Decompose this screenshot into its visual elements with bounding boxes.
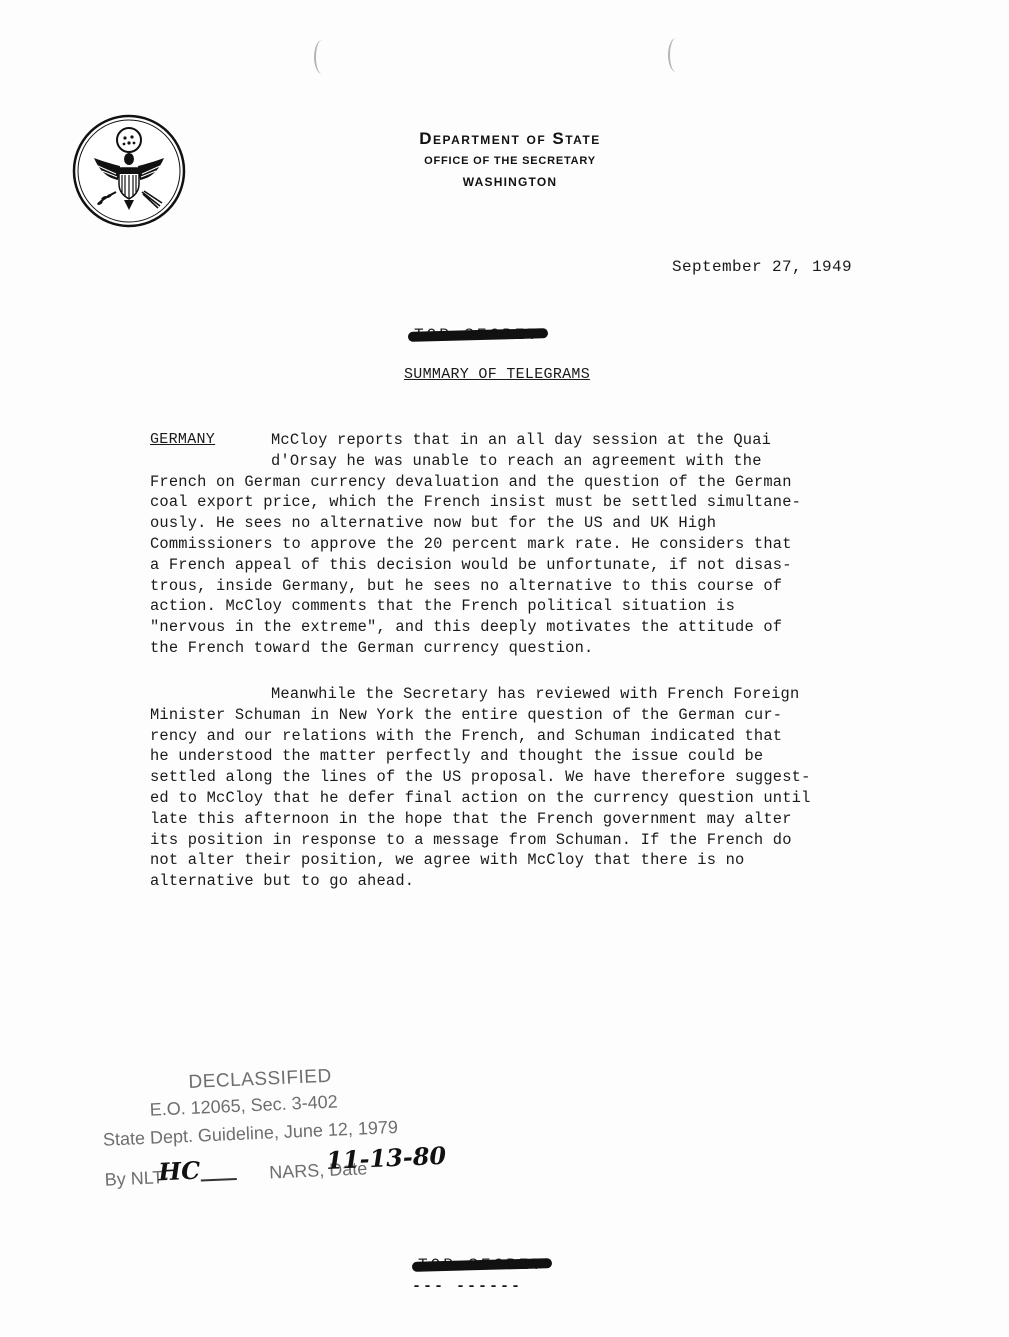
office-name: OFFICE OF THE SECRETARY: [424, 155, 596, 167]
text-line: McCloy reports that in an all day session at the Quai: [271, 431, 772, 449]
text-line: d'Orsay he was unable to reach an agreement with the: [271, 451, 762, 470]
text-line: late this afternoon in the hope that the French government may alter: [150, 809, 792, 828]
punch-hole-mark: [314, 40, 330, 74]
text-line: alternative but to go ahead.: [150, 872, 415, 891]
stamp-guideline: State Dept. Guideline, June 12, 1979: [102, 1116, 399, 1150]
city-name: WASHINGTON: [462, 175, 558, 189]
redacted-classification-top: [414, 326, 540, 344]
stamp-declassified: DECLASSIFIED: [188, 1065, 333, 1093]
text-line: not alter their position, we agree with McCloy that there is no: [150, 851, 745, 870]
handwritten-initials: HC: [157, 1155, 201, 1187]
punch-hole-mark: [668, 38, 684, 72]
handwritten-date: 11-13-80: [325, 1140, 447, 1176]
text-line: he understood the matter perfectly and thought the issue could be: [150, 747, 764, 766]
redacted-classification-bottom: [418, 1256, 544, 1274]
document-date: September 27, 1949: [672, 258, 853, 276]
text-line: "nervous in the extreme", and this deeply motivates the attitude of: [150, 618, 783, 637]
text-line: its position in response to a message from Schuman. If the French do: [150, 830, 792, 849]
text-line: ously. He sees no alternative now but for the US and UK High: [150, 514, 717, 533]
stamp-executive-order: E.O. 12065, Sec. 3-402: [149, 1091, 339, 1120]
document-title: SUMMARY OF TELEGRAMS: [404, 366, 591, 383]
paragraph-2: [150, 684, 910, 892]
great-seal-icon: [72, 114, 186, 228]
stamp-nars-date: NARS, Date: [268, 1158, 368, 1183]
text-line: French on German currency devaluation and the question of the German: [150, 472, 792, 491]
text-line: ed to McCloy that he defer final action on the currency question until: [150, 788, 811, 807]
text-line: action. McCloy comments that the French political situation is: [150, 597, 736, 616]
paragraph-1: [150, 430, 910, 659]
text-line: rency and our relations with the French, and Schuman indicated that: [150, 726, 783, 745]
text-line: Meanwhile the Secretary has reviewed with French Foreign: [271, 685, 800, 703]
text-line: Commissioners to approve the 20 percent mark rate. He considers that: [150, 534, 792, 553]
declassification-stamp: [96, 1056, 461, 1202]
letterhead: [360, 128, 660, 189]
text-line: coal export price, which the French insist must be settled simultane-: [150, 493, 802, 512]
department-name: Department of State: [419, 129, 601, 148]
text-line: Minister Schuman in New York the entire question of the German cur-: [150, 705, 783, 724]
text-line: settled along the lines of the US proposal. We have therefore suggest-: [150, 768, 811, 787]
underline-dashes: --- ------: [412, 1278, 523, 1295]
section-country: GERMANY: [150, 431, 216, 448]
text-line: trous, inside Germany, but he sees no alternative to this course of: [150, 576, 783, 595]
text-line: the French toward the German currency question.: [150, 638, 594, 657]
text-line: a French appeal of this decision would be unfortunate, if not disas-: [150, 555, 792, 574]
stamp-by-prefix: By NLT-: [104, 1166, 169, 1190]
